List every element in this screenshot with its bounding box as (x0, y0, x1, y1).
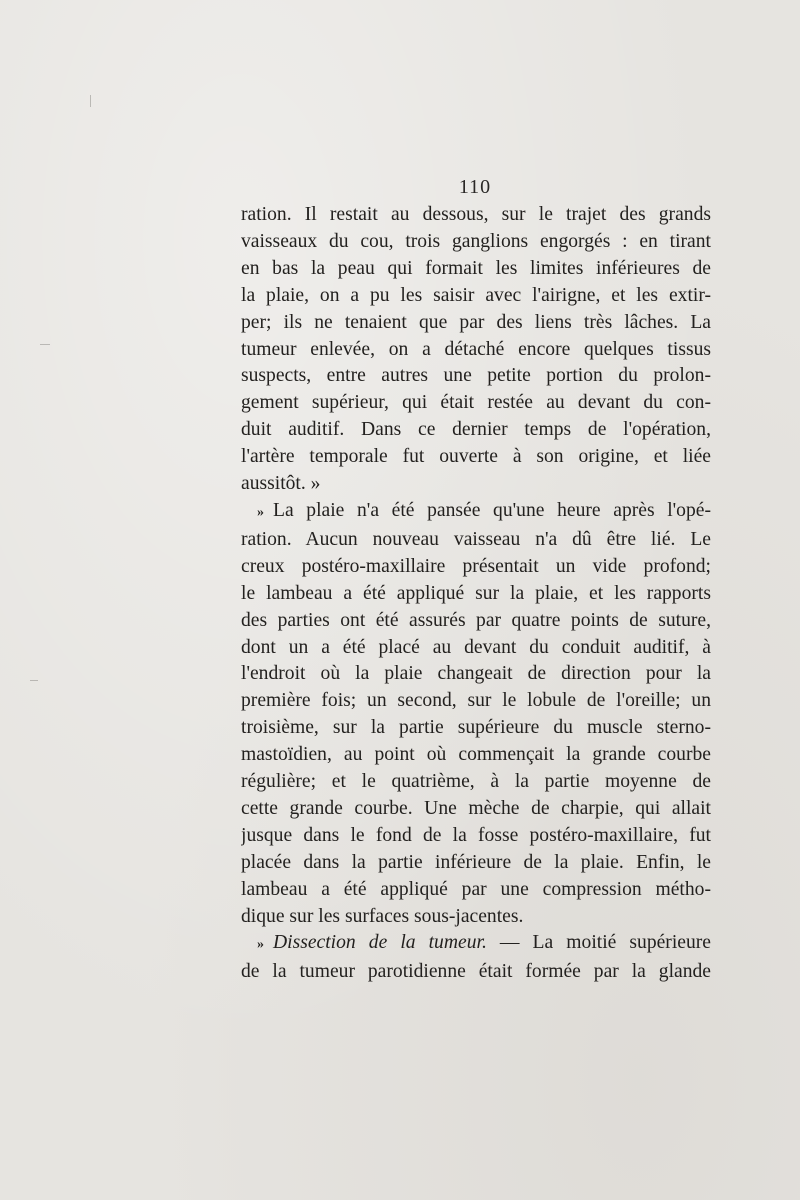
text-line (241, 715, 711, 742)
line-text: — La moitié supérieure (486, 932, 711, 954)
text-line (241, 635, 711, 662)
text-line (241, 930, 711, 959)
text-line (241, 363, 711, 390)
margin-mark (90, 95, 91, 107)
text-line (241, 959, 711, 986)
margin-mark (30, 680, 38, 681)
line-text: l'endroit où la plaie changeait de direction pour la (241, 663, 711, 685)
line-text: des parties ont été assurés par quatre points de suture, (241, 609, 711, 631)
line-text: cette grande courbe. Une mèche de charpie, qui allait (241, 797, 711, 819)
line-text: dique sur les surfaces sous-jacentes. (241, 905, 524, 927)
text-line (241, 390, 711, 417)
line-text: régulière; et le quatrième, à la partie moyenne de (241, 771, 711, 793)
line-text: première fois; un second, sur le lobule de l'oreille; un (241, 690, 711, 712)
line-text: l'artère temporale fut ouverte à son origine, et liée (241, 446, 711, 468)
text-line (241, 471, 711, 498)
text-line (241, 527, 711, 554)
section-heading: Dissection de la tumeur. (273, 932, 487, 954)
line-text: jusque dans le fond de la fosse postéro-maxillaire, fut (241, 824, 711, 846)
line-text: de la tumeur parotidienne était formée par la glande (241, 961, 711, 983)
text-line (241, 444, 711, 471)
text-line (241, 256, 711, 283)
line-text: placée dans la partie inférieure de la plaie. Enfin, le (241, 851, 711, 873)
margin-mark (40, 344, 50, 345)
line-text: per; ils ne tenaient que par des liens très lâches. La (241, 311, 711, 333)
page-number: 110 (458, 176, 492, 198)
text-line (241, 417, 711, 444)
text-line (241, 850, 711, 877)
text-line (241, 688, 711, 715)
line-text: aussitôt. » (241, 473, 321, 495)
line-text: creux postéro-maxillaire présentait un vide profond; (241, 555, 711, 577)
line-text: en bas la peau qui formait les limites inférieures de (241, 257, 711, 279)
line-text: troisième, sur la partie supérieure du muscle sterno- (241, 717, 711, 739)
text-line (241, 283, 711, 310)
text-line (241, 202, 711, 229)
line-text: La plaie n'a été pansée qu'une heure après l'opé- (273, 499, 711, 521)
paragraph-marker: » (257, 504, 264, 520)
text-line (241, 498, 711, 527)
text-line (241, 581, 711, 608)
line-text: le lambeau a été appliqué sur la plaie, et les rapports (241, 582, 711, 604)
line-text: ration. Il restait au dessous, sur le trajet des grands (241, 204, 711, 225)
line-text: lambeau a été appliqué par une compression métho- (241, 878, 711, 900)
body-text (241, 202, 711, 986)
line-text: tumeur enlevée, on a détaché encore quelques tissus (241, 338, 711, 360)
text-line (241, 742, 711, 769)
paragraph-marker: » (257, 937, 264, 953)
text-line (241, 337, 711, 364)
line-text: la plaie, on a pu les saisir avec l'airigne, et les extir- (241, 284, 711, 306)
line-text: ration. Aucun nouveau vaisseau n'a dû être lié. Le (241, 528, 711, 550)
text-line (241, 904, 711, 931)
line-text: dont un a été placé au devant du conduit auditif, à (241, 636, 711, 658)
line-text: vaisseaux du cou, trois ganglions engorgés : en tirant (241, 230, 711, 252)
line-text: duit auditif. Dans ce dernier temps de l'opération, (241, 419, 711, 441)
text-line (241, 661, 711, 688)
text-line (241, 310, 711, 337)
text-line (241, 877, 711, 904)
text-line (241, 554, 711, 581)
line-text: suspects, entre autres une petite portion du prolon- (241, 365, 711, 387)
text-line (241, 769, 711, 796)
line-text: mastoïdien, au point où commençait la grande courbe (241, 744, 711, 766)
line-text: gement supérieur, qui était restée au devant du con- (241, 392, 711, 414)
text-line (241, 608, 711, 635)
text-line (241, 796, 711, 823)
text-line (241, 823, 711, 850)
text-line (241, 229, 711, 256)
